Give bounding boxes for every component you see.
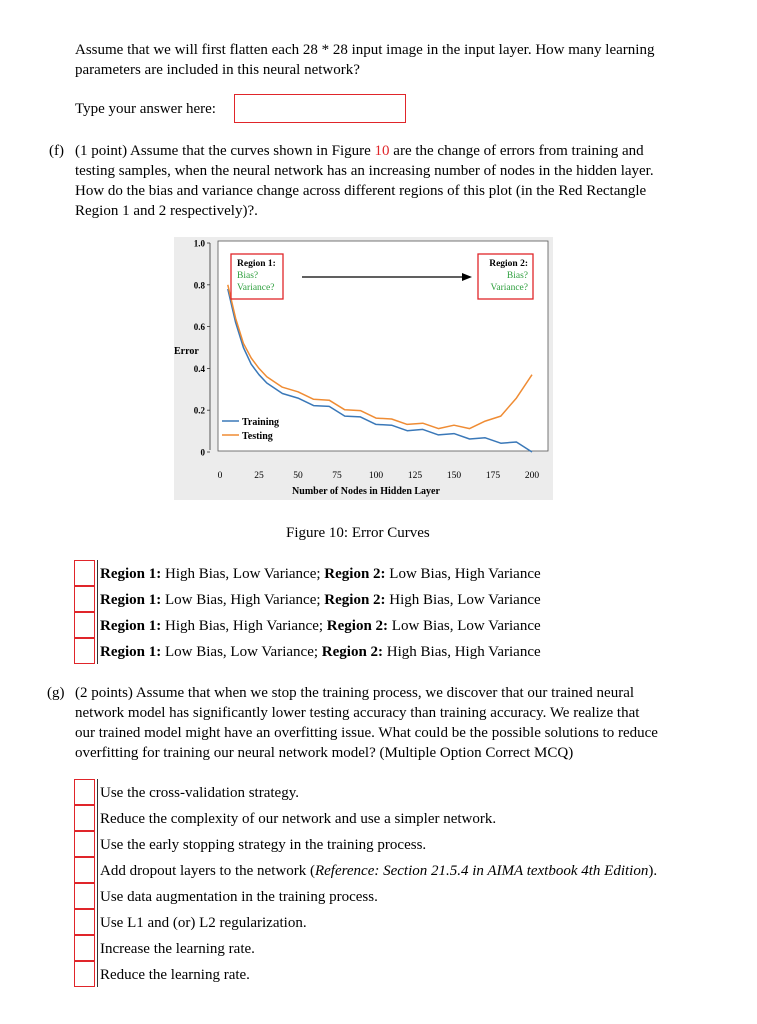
option-g-divider	[97, 779, 98, 987]
option-f-checkbox-4[interactable]	[74, 638, 95, 664]
y-tick-label: 1.0	[193, 238, 205, 249]
option-f-region-1-label: Region 1:	[100, 566, 162, 582]
question-f-line-2: testing samples, when the neural network has an increasing number of nodes in the hidden layer.	[75, 163, 654, 179]
option-g-8[interactable]: Reduce the learning rate.	[100, 967, 250, 983]
y-tick-label: 0	[200, 447, 205, 458]
option-f-2[interactable]	[100, 590, 541, 610]
x-tick-label: 50	[293, 471, 303, 481]
option-g-checkbox-8[interactable]	[74, 961, 95, 987]
question-g-line-4: overfitting for training our neural network model? (Multiple Option Correct MCQ)	[75, 745, 574, 761]
option-f-region-1-label: Region 1:	[100, 592, 162, 608]
option-f-region-1-value: High Bias, High Variance;	[165, 618, 324, 634]
legend-label-training: Training	[242, 417, 280, 428]
x-tick-label: 200	[524, 471, 540, 481]
option-f-region-2-value: Low Bias, Low Variance	[391, 618, 541, 634]
figure-caption: Figure 10: Error Curves	[286, 525, 430, 541]
error-curves-figure	[174, 237, 553, 500]
option-g-checkbox-3[interactable]	[74, 831, 95, 857]
question-f-text	[75, 141, 715, 221]
region-2-bias: Bias?	[506, 271, 528, 281]
x-tick-label: 150	[446, 471, 462, 481]
option-f-region-2-label: Region 2:	[324, 592, 386, 608]
figure-ref-link[interactable]: 10	[374, 143, 390, 159]
option-f-region-1-value: Low Bias, Low Variance;	[165, 644, 319, 660]
option-f-region-1-value: Low Bias, High Variance;	[165, 592, 321, 608]
y-axis-label: Error	[174, 346, 199, 357]
option-g-6[interactable]: Use L1 and (or) L2 regularization.	[100, 915, 307, 931]
question-g-line-1: (2 points) Assume that when we stop the training process, we discover that our trained neural	[75, 685, 635, 701]
option-g-1[interactable]: Use the cross-validation strategy.	[100, 785, 299, 801]
y-tick-label: 0.2	[193, 405, 205, 416]
question-g-text	[75, 683, 715, 763]
option-g-reference: Reference: Section 21.5.4 in AIMA textbook 4th Edition	[314, 863, 649, 879]
region-2-variance: Variance?	[490, 283, 528, 293]
option-g-checkbox-6[interactable]	[74, 909, 95, 935]
legend-label-testing: Testing	[242, 431, 273, 442]
question-g-line-3: our trained model might have an overfitting issue. What could be the possible solutions to reduce	[75, 725, 658, 741]
x-tick-label: 25	[254, 471, 264, 481]
question-g-number: (g)	[47, 685, 65, 701]
option-f-checkbox-3[interactable]	[74, 612, 95, 638]
region-1-title: Region 1:	[237, 259, 276, 269]
option-f-divider	[97, 560, 98, 664]
error-curves-chart	[174, 237, 553, 500]
option-f-region-2-label: Region 2:	[326, 618, 389, 634]
option-g-checkbox-1[interactable]	[74, 779, 95, 805]
answer-input[interactable]	[234, 94, 406, 123]
question-f-line-3: How do the bias and variance change across different regions of this plot (in the Red Rectangle	[75, 183, 647, 199]
option-f-region-2-value: High Bias, Low Variance	[389, 592, 541, 608]
option-f-checkbox-1[interactable]	[74, 560, 95, 586]
option-g-text-end: ).	[648, 863, 658, 879]
option-f-checkbox-2[interactable]	[74, 586, 95, 612]
x-tick-label: 75	[332, 471, 342, 481]
option-f-region-2-label: Region 2:	[324, 566, 386, 582]
option-g-3[interactable]: Use the early stopping strategy in the training process.	[100, 837, 427, 853]
x-tick-label: 100	[368, 471, 384, 481]
option-f-region-2-label: Region 2:	[321, 644, 384, 660]
option-g-2[interactable]: Reduce the complexity of our network and use a simpler network.	[100, 811, 497, 827]
option-f-region-1-value: High Bias, Low Variance;	[165, 566, 321, 582]
intro-text	[75, 40, 715, 80]
question-f-line-1: (1 point) Assume that the curves shown in Figure 10 are the change of errors from training and	[75, 143, 644, 159]
option-f-4[interactable]	[100, 642, 541, 662]
option-f-region-1-label: Region 1:	[100, 618, 162, 634]
option-f-region-2-value: Low Bias, High Variance	[389, 566, 541, 582]
region-1-variance: Variance?	[237, 283, 275, 293]
question-g-line-2: network model has significantly lower testing accuracy than training accuracy. We realize that	[75, 705, 640, 721]
x-tick-label: 125	[407, 471, 423, 481]
question-f-number: (f)	[49, 143, 64, 159]
option-f-region-2-value: High Bias, High Variance	[386, 644, 541, 660]
y-tick-label: 0.6	[193, 322, 205, 333]
region-2-title: Region 2:	[489, 259, 528, 269]
option-f-region-1-label: Region 1:	[100, 644, 162, 660]
y-tick-label: 0.8	[193, 280, 205, 291]
y-tick-label: 0.4	[193, 363, 205, 374]
option-g-text: Add dropout layers to the network (	[100, 863, 315, 879]
option-g-4[interactable]	[100, 861, 657, 881]
x-axis-label: Number of Nodes in Hidden Layer	[292, 486, 440, 497]
option-g-checkbox-7[interactable]	[74, 935, 95, 961]
option-g-checkbox-4[interactable]	[74, 857, 95, 883]
option-g-checkbox-2[interactable]	[74, 805, 95, 831]
intro-line-1: Assume that we will first flatten each 28 * 28 input image in the input layer. How many learning	[75, 42, 655, 58]
question-f-line-4: Region 1 and 2 respectively)?.	[75, 203, 258, 219]
x-tick-label: 0	[217, 471, 223, 481]
intro-line-2: parameters are included in this neural network?	[75, 62, 360, 78]
option-f-1[interactable]	[100, 564, 541, 584]
answer-label: Type your answer here:	[75, 101, 216, 117]
option-f-3[interactable]	[100, 616, 541, 636]
option-g-7[interactable]: Increase the learning rate.	[100, 941, 255, 957]
region-1-bias: Bias?	[237, 271, 259, 281]
x-tick-label: 175	[485, 471, 501, 481]
option-g-5[interactable]: Use data augmentation in the training process.	[100, 889, 378, 905]
option-g-checkbox-5[interactable]	[74, 883, 95, 909]
